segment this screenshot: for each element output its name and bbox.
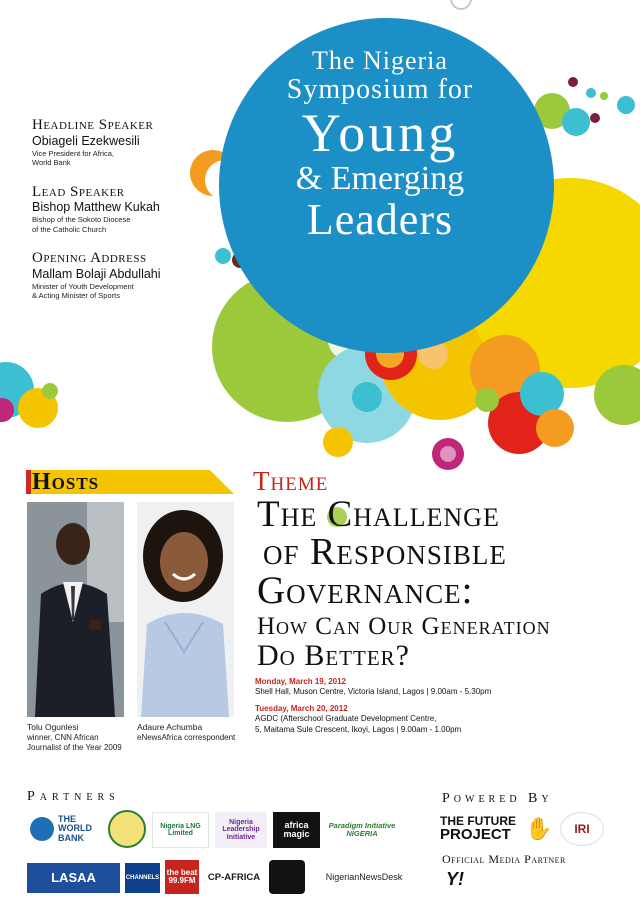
title-line: & Emerging bbox=[295, 160, 465, 197]
decor-circle bbox=[562, 108, 590, 136]
decor-circle bbox=[42, 383, 58, 399]
event-venue: AGDC (Afterschool Graduate Development Centre, bbox=[255, 714, 437, 724]
lagos-state-seal bbox=[108, 810, 146, 848]
ynaija-logo: Y! bbox=[446, 868, 464, 889]
partners-heading: Partners bbox=[27, 789, 120, 804]
host-name: Adaure Achumba bbox=[137, 722, 203, 732]
speaker-desc: Vice President for Africa, bbox=[32, 148, 114, 158]
decor-circle bbox=[590, 113, 600, 123]
media-partner-label: Official Media Partner bbox=[442, 852, 566, 866]
theme-title bbox=[257, 496, 632, 671]
beat-fm-logo: the beat 99.9FM bbox=[165, 860, 199, 894]
cp-africa-logo: CP-AFRICA bbox=[207, 872, 261, 884]
speaker-desc: of the Catholic Church bbox=[32, 224, 107, 234]
decor-circle bbox=[536, 409, 574, 447]
hosts-heading: Hosts bbox=[32, 469, 100, 495]
event-date: Tuesday, March 20, 2012 bbox=[255, 704, 348, 713]
speaker-name: Obiageli Ezekwesili bbox=[32, 133, 140, 148]
theme-heading: Theme bbox=[253, 466, 329, 496]
speaker-desc: Bishop of the Sokoto Diocese bbox=[32, 215, 131, 225]
host-caption-tolu bbox=[27, 722, 122, 753]
event-title bbox=[230, 48, 530, 242]
theme-line: Governance: bbox=[257, 569, 474, 612]
event-day-2 bbox=[255, 704, 595, 735]
title-line: Young bbox=[301, 103, 459, 163]
speaker-desc: & Acting Minister of Sports bbox=[32, 291, 120, 301]
decor-circle bbox=[323, 427, 353, 457]
powered-by-heading: Powered By bbox=[442, 791, 553, 806]
host-portrait-icon bbox=[27, 502, 124, 717]
decor-circle bbox=[600, 92, 608, 100]
speaker-role: Headline Speaker bbox=[32, 117, 154, 133]
hand-icon: ✋ bbox=[525, 816, 553, 842]
nlng-logo: Nigeria LNG Limited bbox=[152, 812, 209, 848]
nli-logo: Nigeria Leadership Initiative bbox=[215, 812, 267, 848]
decor-circle bbox=[568, 77, 578, 87]
decor-circle bbox=[440, 446, 456, 462]
speaker-name: Bishop Matthew Kukah bbox=[32, 200, 160, 215]
title-line: Leaders bbox=[306, 195, 454, 244]
logo-text: THE WORLD BANK bbox=[58, 813, 92, 843]
theme-line: Do Better? bbox=[257, 639, 410, 672]
decor-circle bbox=[475, 388, 499, 412]
paradigm-logo: Paradigm Initiative NIGERIA bbox=[328, 821, 396, 838]
theme-line: The Challenge bbox=[257, 494, 500, 535]
speaker-desc: Minister of Youth Development bbox=[32, 281, 134, 291]
event-venue: 5, Maitama Sule Crescent, Ikoyi, Lagos | 9.00am - 1.00pm bbox=[255, 724, 462, 734]
lasaa-logo: LASAA bbox=[27, 863, 120, 893]
globe-icon bbox=[30, 817, 54, 841]
theme-line: How Can Our Generation bbox=[257, 613, 551, 640]
speaker-lead bbox=[32, 185, 222, 235]
event-venue: Shell Hall, Muson Centre, Victoria Island, Lagos | 9.00am - 5.30pm bbox=[255, 687, 492, 697]
speaker-headline bbox=[32, 118, 222, 168]
host-name: Tolu Ogunlesi bbox=[27, 722, 79, 732]
decor-circle bbox=[586, 88, 596, 98]
future-project-logo bbox=[440, 811, 522, 847]
channels-logo: CHANNELS bbox=[125, 863, 160, 893]
host-photo-adaure bbox=[137, 502, 234, 717]
event-date: Monday, March 19, 2012 bbox=[255, 677, 346, 686]
decor-circle bbox=[594, 365, 640, 425]
nigerian-news-desk-logo: NigerianNewsDesk bbox=[325, 872, 403, 883]
host-desc: eNewsAfrica correspondent bbox=[137, 732, 236, 742]
decor-circle bbox=[352, 382, 382, 412]
host-caption-adaure bbox=[137, 722, 235, 743]
speaker-role: Opening Address bbox=[32, 250, 147, 266]
speakers-list bbox=[32, 118, 222, 318]
title-line: Symposium for bbox=[286, 74, 474, 105]
host-desc: Journalist of the Year 2009 bbox=[27, 742, 122, 752]
world-bank-logo bbox=[27, 812, 103, 846]
decor-circle bbox=[617, 96, 635, 114]
decor-circle bbox=[450, 0, 472, 10]
logo-text: PROJECT bbox=[440, 826, 511, 844]
speaker-name: Mallam Bolaji Abdullahi bbox=[32, 266, 161, 281]
host-desc: winner, CNN African bbox=[27, 732, 99, 742]
theme-line: of Responsible bbox=[263, 531, 507, 573]
host-portrait-icon bbox=[137, 502, 234, 717]
title-line: The Nigeria bbox=[312, 46, 448, 75]
logo-text: THE FUTURE bbox=[440, 813, 516, 828]
event-day-1 bbox=[255, 677, 595, 698]
speaker-role: Lead Speaker bbox=[32, 183, 125, 200]
speaker-desc: World Bank bbox=[32, 158, 71, 168]
speaker-opening bbox=[32, 251, 222, 301]
africa-magic-logo: africa magic bbox=[273, 812, 320, 848]
magazine-logo bbox=[269, 860, 305, 894]
host-photo-tolu bbox=[27, 502, 124, 717]
iri-logo: IRI bbox=[560, 812, 604, 846]
